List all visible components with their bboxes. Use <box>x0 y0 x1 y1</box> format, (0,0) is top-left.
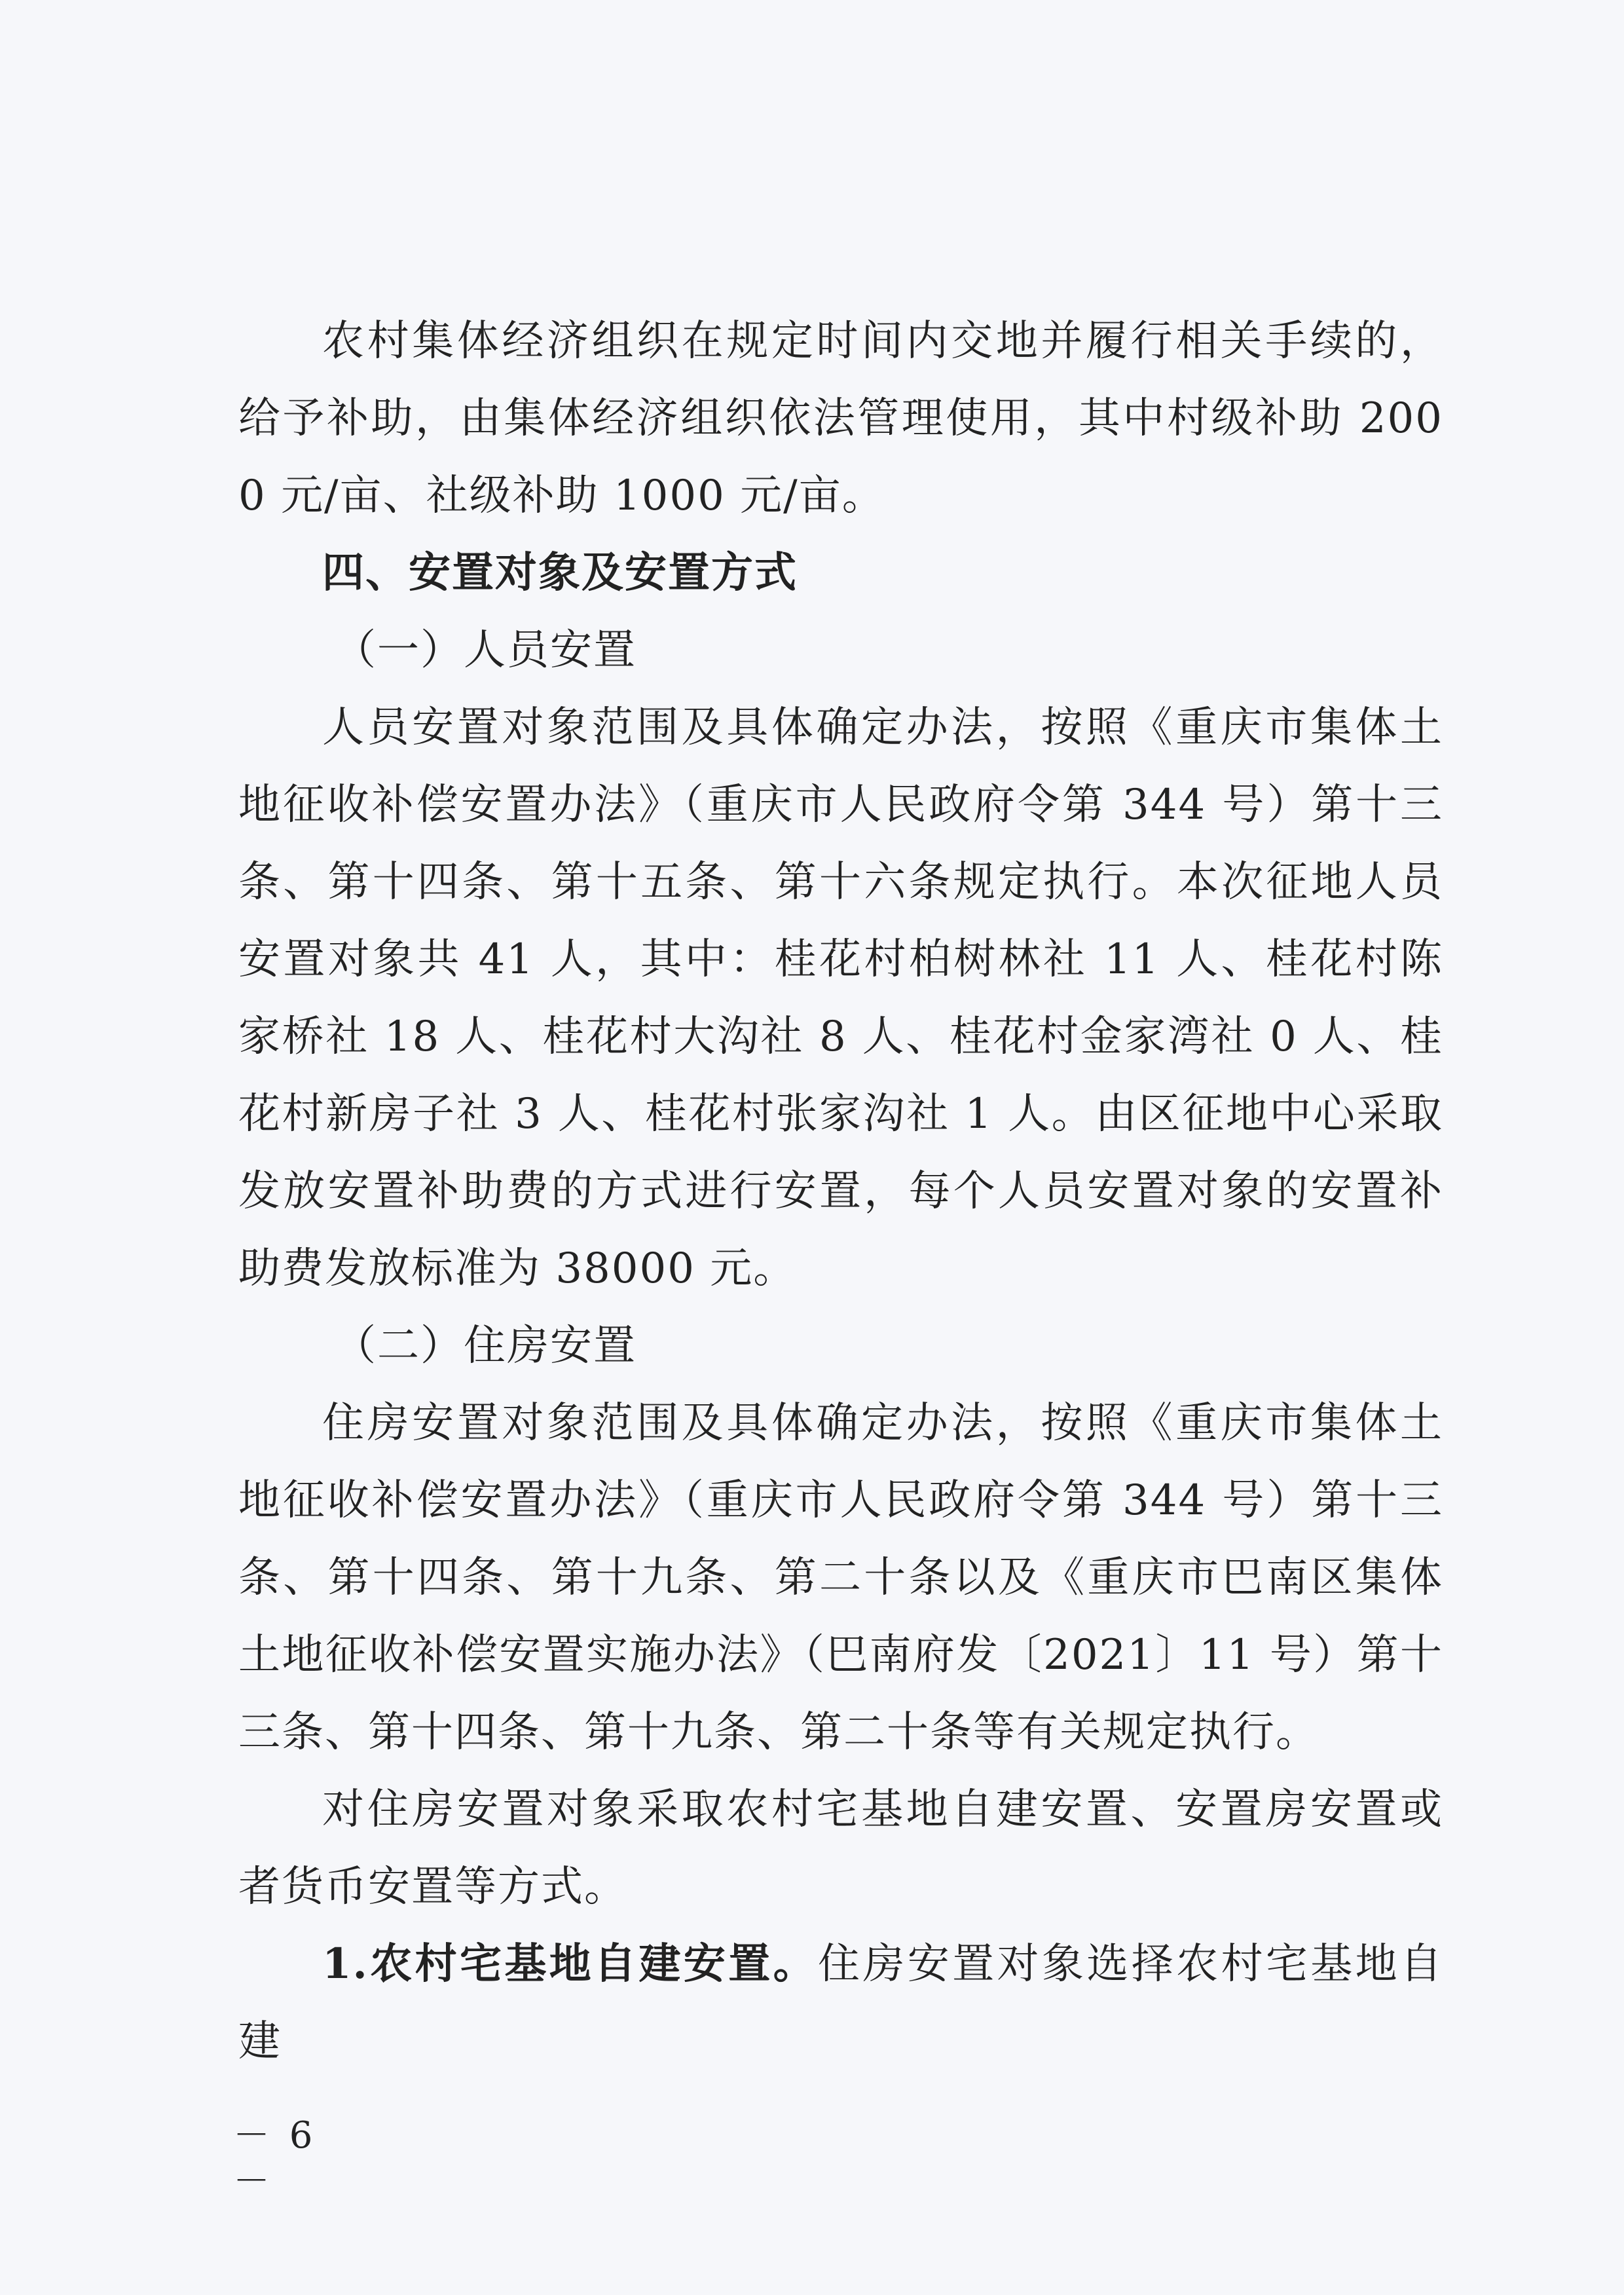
page-number: － 6 － <box>233 2114 317 2203</box>
subsection-heading-personnel: （一）人员安置 <box>334 626 637 675</box>
paragraph-housing-methods: 对住房安置对象采取农村宅基地自建安置、安置房安置或者货币安置等方式。 <box>238 1785 1443 1911</box>
paragraph-personnel-placement: 人员安置对象范围及具体确定办法，按照《重庆市集体土地征收补偿安置办法》（重庆市人民政府令第 344 号）第十三条、第十四条、第十五条、第十六条规定执行。本次征地人员安置对象共 41 人，其中：桂花村柏树林社 11 人、桂花村陈家桥社 18 人、桂花村大沟社 8 人、桂花村金家湾社 0 人、桂花村新房子社 3 人、桂花村张家沟社 1 人。由区征地中心采取发放安置补助费的方式进行安置，每个人员安置对象的安置补助费发放标准为 38000 元。 <box>238 703 1443 1293</box>
homestead-lead: 1.农村宅基地自建安置。 <box>322 1939 819 1988</box>
paragraph-subsidy: 农村集体经济组织在规定时间内交地并履行相关手续的，给予补助，由集体经济组织依法管理使用，其中村级补助 2000 元/亩、社级补助 1000 元/亩。 <box>238 317 1443 520</box>
paragraph-homestead <box>238 1926 1443 2080</box>
homestead-text: 住房安置对象选择农村宅基地自建 <box>238 1940 1444 2066</box>
document-body <box>238 303 1443 2080</box>
paragraph-housing-scope: 住房安置对象范围及具体确定办法，按照《重庆市集体土地征收补偿安置办法》（重庆市人民政府令第 344 号）第十三条、第十四条、第十九条、第二十条以及《重庆市巴南区集体土地征收补偿安置实施办法》（巴南府发〔2021〕11 号）第十三条、第十四条、第十九条、第二十条等有关规定执行。 <box>238 1399 1443 1757</box>
subsection-heading-housing: （二）住房安置 <box>334 1322 637 1370</box>
section-heading: 四、安置对象及安置方式 <box>322 548 798 597</box>
